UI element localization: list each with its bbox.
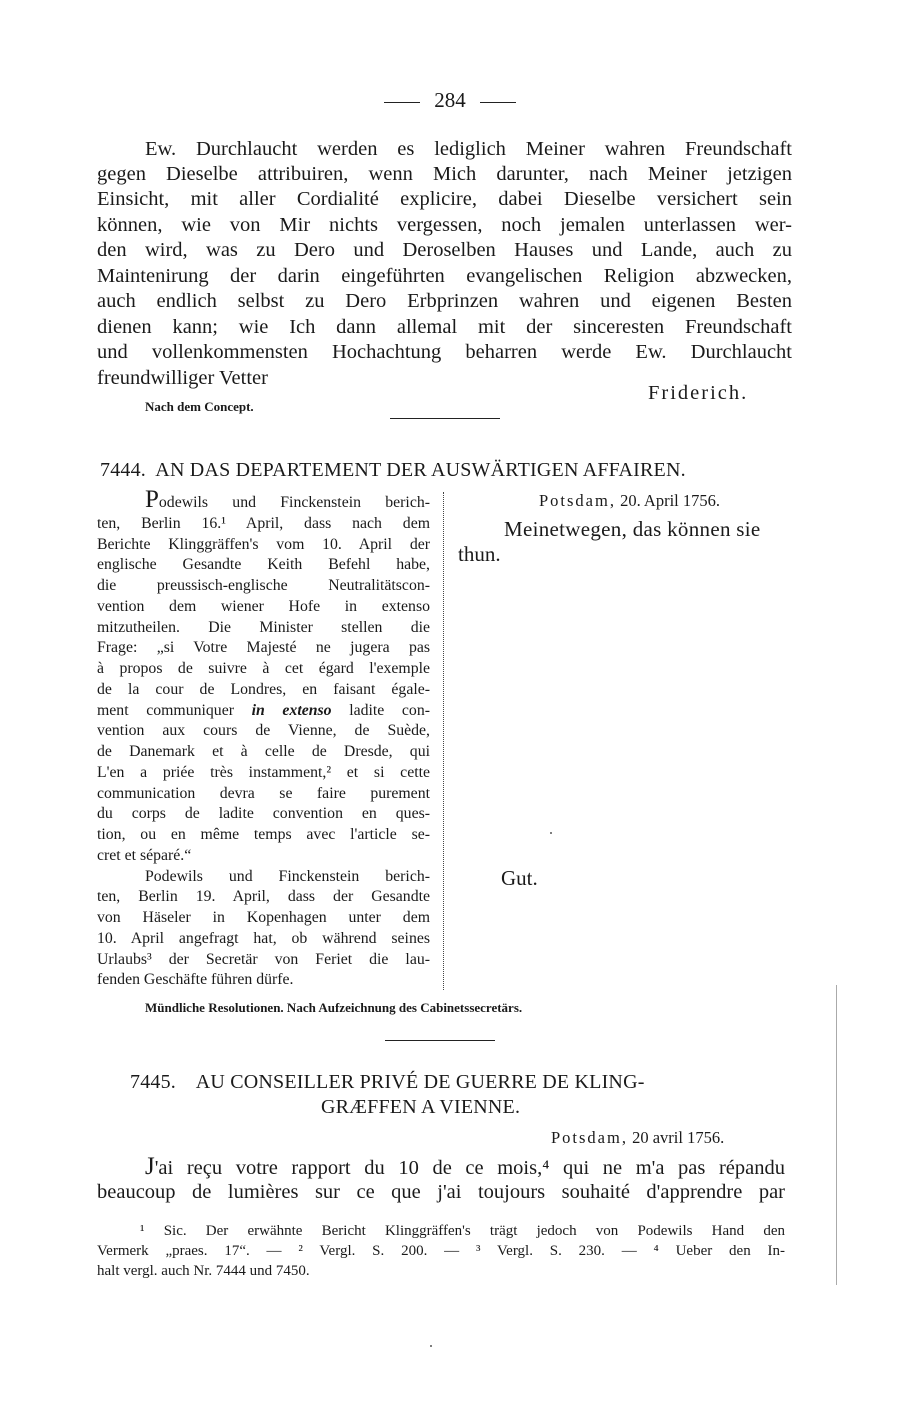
- doc-7445-date: 20 avril 1756.: [632, 1128, 725, 1147]
- doc-7445-line-2: beaucoup de lumières sur ce que j'ai toujours souhaité d'apprendre par: [97, 1181, 785, 1203]
- doc-7444-source-note: Mündliche Resolutionen. Nach Aufzeichnung des Cabinetssecretärs.: [145, 1000, 523, 1015]
- doc-7445-title-1: AU CONSEILLER PRIVÉ DE GUERRE DE KLING-: [195, 1071, 645, 1093]
- left-dropcap: P: [145, 486, 159, 513]
- print-speck: [550, 832, 552, 834]
- page-number: [0, 88, 900, 113]
- letter-line-9: und vollenkommensten Hochachtung beharren werde Ew. Durchlaucht: [97, 341, 792, 363]
- left-line: Frage: „si Votre Majesté ne jugera pas: [97, 639, 430, 657]
- letter-line-4: können, wie von Mir nichts vergessen, noch jemalen unterlassen wer-: [97, 214, 792, 236]
- left-line: vention dem wiener Hofe in extenso: [97, 597, 430, 615]
- right-reply-1b: thun.: [458, 542, 501, 566]
- page-number-dash-left: [384, 102, 420, 103]
- print-speck: [430, 1345, 432, 1347]
- left-first-line: [97, 486, 430, 514]
- page-number-dash-right: [480, 102, 516, 103]
- left-line: cret et séparé.“: [97, 846, 192, 864]
- left-first-text: odewils und Finckenstein berich-: [158, 494, 430, 511]
- doc-7445-date-line: [551, 1128, 724, 1149]
- margin-line: [836, 985, 837, 1285]
- left-line: mitzutheilen. Die Minister stellen die: [97, 618, 430, 636]
- left-line: de la cour de Londres, en faisant égale-: [97, 680, 430, 698]
- left-line: communication devra se faire purement: [97, 784, 430, 802]
- doc-7445-heading-line-1: [130, 1071, 645, 1094]
- left-line: à propos de suivre à cet égard l'exemple: [97, 660, 430, 677]
- doc-7444-left-column: [97, 486, 430, 991]
- letter-closing: freundwilliger Vetter: [97, 367, 268, 389]
- letter-line-8: dienen kann; wie Ich dann allemal mit der sinceresten Freundschaft: [97, 316, 792, 338]
- section-divider-1: [390, 418, 500, 419]
- doc-7444-right-date: [539, 491, 720, 512]
- doc-7445-title-2: GRÆFFEN A VIENNE.: [321, 1096, 521, 1118]
- doc-7445-dropcap: J: [145, 1153, 155, 1180]
- doc-7444-title: AN DAS DEPARTEMENT DER AUSWÄRTIGEN AFFAIREN.: [155, 459, 686, 481]
- letter-line-5: den wird, was zu Dero und Deroselben Hauses und Lande, auch zu: [97, 239, 792, 261]
- doc-7445-number: 7445.: [130, 1071, 176, 1093]
- letter-line-2: gegen Dieselbe attribuiren, wenn Mich darunter, nach Meiner jetzigen: [97, 163, 792, 185]
- left-line: die preussisch-englische Neutralitätscon-: [97, 577, 430, 594]
- letter-signature: Friderich.: [648, 382, 749, 404]
- left-line: englische Gesandte Keith Befehl habe,: [97, 556, 430, 574]
- left-line: de Danemark et à celle de Dresde, qui: [97, 743, 430, 760]
- footnote-line-3: halt vergl. auch Nr. 7444 und 7450.: [97, 1263, 310, 1279]
- left-line-a-end: ladite con-: [331, 701, 430, 719]
- doc-7445-line-1: [145, 1154, 785, 1182]
- left-line: Berichte Klinggräffen's vom 10. April der: [97, 535, 430, 553]
- letter-line-7: auch endlich selbst zu Dero Erbprinzen wahren und eigenen Besten: [97, 290, 792, 312]
- page-number-text: 284: [434, 88, 466, 112]
- right-place: Potsdam,: [539, 491, 616, 510]
- letter-line-1: Ew. Durchlaucht werden es lediglich Meiner wahren Freundschaft: [145, 138, 792, 160]
- section-divider-2: [385, 1040, 495, 1041]
- doc-7444-number: 7444.: [100, 459, 146, 481]
- right-reply-1a: Meinetwegen, das können sie: [504, 517, 761, 541]
- left-line: ten, Berlin 16.¹ April, dass nach dem: [97, 514, 430, 532]
- doc-7444-heading: [100, 459, 686, 482]
- left-line: vention aux cours de Vienne, de Suède,: [97, 722, 430, 740]
- left-line: von Häseler in Kopenhagen unter dem: [97, 909, 430, 926]
- doc-7445-line-1-text: 'ai reçu votre rapport du 10 de ce mois,⁴ qui ne m'a pas répandu: [154, 1157, 785, 1179]
- left-line: Urlaubs³ der Secretär von Feriet die lau-: [97, 950, 430, 968]
- left-line: ten, Berlin 19. April, dass der Gesandte: [97, 888, 430, 906]
- letter-source-note: Nach dem Concept.: [145, 399, 254, 414]
- left-line: Podewils und Finckenstein berich-: [145, 867, 430, 885]
- left-line-a-start: ment communiquer: [97, 701, 252, 719]
- left-line-italic: [97, 701, 430, 722]
- left-line: du corps de ladite convention en ques-: [97, 805, 430, 823]
- left-line: 10. April angefragt hat, ob während seines: [97, 929, 430, 947]
- letter-line-3: Einsicht, mit aller Cordialité explicire, dabei Dieselbe versichert sein: [97, 188, 792, 210]
- footnote-line-1: ¹ Sic. Der erwähnte Bericht Klinggräffen's trägt jedoch von Podewils Hand den: [140, 1223, 785, 1239]
- left-line: L'en a priée très instamment,² et si cette: [97, 763, 430, 781]
- right-date: 20. April 1756.: [620, 491, 721, 510]
- column-divider: [443, 492, 444, 990]
- footnote-line-2: Vermerk „praes. 17“. — ² Vergl. S. 200. — ³ Vergl. S. 230. — ⁴ Ueber den In-: [97, 1243, 785, 1259]
- right-reply-2: Gut.: [501, 866, 538, 890]
- left-line: fenden Geschäfte führen dürfe.: [97, 971, 294, 989]
- left-line-a-italic: in extenso: [251, 701, 332, 719]
- left-line: tion, ou en même temps avec l'article se-: [97, 826, 430, 843]
- letter-line-6: Maintenirung der darin eingeführten evangelischen Religion abzwecken,: [97, 265, 792, 287]
- doc-7445-place: Potsdam,: [551, 1128, 628, 1147]
